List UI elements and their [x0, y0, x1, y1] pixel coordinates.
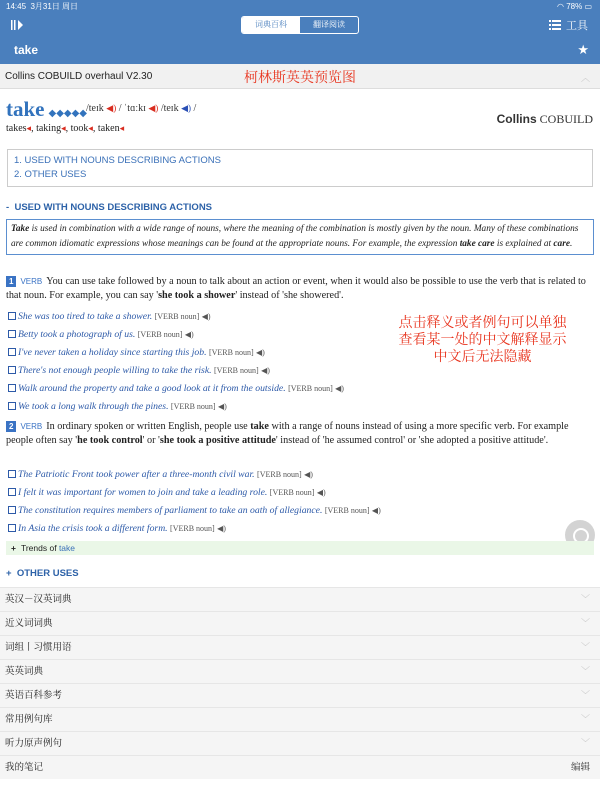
speaker-icon: ◀) — [304, 470, 313, 479]
sense-2[interactable]: 2 VERB In ordinary spoken or written English, people use take with a range of nouns instead of using a more specific verb. For example people often say 'he took control' or 'she took a positive attitude' instead of 'he assumed control' or 'she adopted a positive attitude'. — [6, 421, 569, 446]
speaker-icon: ◀) — [316, 488, 326, 497]
dict-row[interactable]: 听力原声例句 ﹀ — [0, 731, 600, 755]
tab-translate[interactable]: 翻译阅读 — [313, 20, 345, 29]
pron-alt: / ˈtɑːkɪ — [118, 103, 146, 114]
collins-cobuild-logo: Collins COBUILD — [496, 112, 593, 126]
chevron-up-icon[interactable]: ︿ — [580, 73, 590, 83]
form-takes[interactable]: takes — [6, 123, 27, 134]
trends-row[interactable]: + Trends of take — [6, 541, 594, 555]
example-sentence[interactable]: We took a long walk through the pines. [VERB noun] ◀) — [8, 401, 227, 412]
example-sentence[interactable]: There's not enough people willing to take the risk. [VERB noun] ◀) — [8, 365, 270, 376]
tools-label: 工具 — [566, 20, 588, 32]
word-forms: takes◂, taking◂, took◂, taken◂ — [6, 123, 125, 134]
collins-section-header[interactable] — [0, 64, 600, 89]
tools-button[interactable] — [549, 17, 588, 33]
battery-icon: ▭ — [584, 2, 592, 11]
wifi-icon: ◠ — [556, 2, 564, 11]
sense-number: 1 — [6, 276, 16, 287]
form-taken[interactable]: taken — [97, 123, 120, 134]
definition-box[interactable]: Take is used in combination with a wide range of nouns, where the meaning of the combination is mostly given by the noun. Many of these combinations are common idiomatic expressions whose meanings can be found at the appropriate nouns. For example, the expression take care is explained at care. — [6, 219, 594, 255]
section-heading-other-uses[interactable]: + OTHER USES — [6, 568, 79, 579]
plus-icon: + — [11, 543, 16, 553]
chevron-down-icon: ﹀ — [580, 738, 590, 748]
dict-row[interactable]: 词组丨习惯用语 ﹀ — [0, 635, 600, 659]
pronunciations — [86, 103, 196, 114]
chevron-down-icon: ﹀ — [580, 690, 590, 700]
example-sentence[interactable]: I felt it was important for women to join and take a leading role. [VERB noun] ◀) — [8, 487, 326, 498]
frequency-diamonds: ◆◆◆◆◆ — [48, 108, 87, 119]
battery-level: 78% — [566, 2, 583, 11]
tab-encyclopedia[interactable]: 词典百科 — [242, 17, 300, 33]
toc-item-2[interactable]: 2. OTHER USES — [14, 169, 87, 180]
my-notes-label: 我的笔记 — [5, 762, 44, 773]
annotation-note: 点击释义或者例句可以单独查看某一处的中文解释显示中文后无法隐藏 — [398, 314, 567, 364]
speaker-icon: ◀) — [256, 348, 265, 357]
annotation-preview: 柯林斯英英预览图 — [244, 69, 356, 85]
speaker-icon: ◀) — [201, 312, 211, 321]
speaker-icon: ◀) — [335, 384, 344, 393]
headword: take — [6, 97, 45, 121]
speaker-icon: ◀) — [371, 506, 381, 515]
example-sentence[interactable]: The Patriotic Front took power after a three-month civil war. [VERB noun] ◀) — [8, 469, 313, 480]
sense-number: 2 — [6, 421, 16, 432]
speaker-icon: ◀) — [184, 330, 194, 339]
status-date: 3月31日 周日 — [30, 2, 79, 11]
example-sentence[interactable]: Betty took a photograph of us. [VERB noun] ◀) — [8, 329, 194, 340]
headword-block — [6, 97, 87, 122]
mode-segmented-control — [241, 16, 359, 34]
speaker-icon[interactable]: ◀) — [148, 103, 159, 113]
collins-section-title: Collins COBUILD overhaul V2.30 — [5, 71, 153, 82]
favorite-star-icon[interactable]: ★ — [577, 42, 589, 57]
status-time: 14:45 — [6, 2, 27, 11]
dictionary-list — [0, 587, 600, 779]
sense-1[interactable]: 1 VERB You can use take followed by a noun to talk about an action or event, when it would also be possible to use the verb that is related to that noun. For example, you can say 'she took a shower' instead of 'she showered'. — [6, 276, 586, 301]
pron-uk: /teɪk — [86, 103, 104, 114]
toc-item-1[interactable]: 1. USED WITH NOUNS DESCRIBING ACTIONS — [14, 155, 221, 166]
example-sentence[interactable]: Walk around the property and take a good look at it from the outside. [VERB noun] ◀) — [8, 383, 344, 394]
speaker-icon: ◀) — [217, 524, 226, 533]
top-bar — [0, 13, 600, 38]
chevron-down-icon: ﹀ — [580, 714, 590, 724]
status-bar — [0, 0, 600, 13]
speaker-icon: ◀) — [218, 402, 227, 411]
speaker-icon[interactable]: ◂ — [88, 123, 93, 133]
dict-row[interactable]: 常用例句库 ﹀ — [0, 707, 600, 731]
form-taking[interactable]: taking — [36, 123, 62, 134]
speaker-icon[interactable]: ◀) — [181, 103, 192, 113]
table-of-contents — [7, 149, 593, 187]
word-bar — [0, 38, 600, 64]
chevron-down-icon: ﹀ — [580, 594, 590, 604]
chevron-down-icon: ﹀ — [580, 618, 590, 628]
pron-us: /teɪk — [160, 103, 179, 114]
speaker-icon[interactable]: ◂ — [26, 123, 32, 133]
my-notes-row[interactable] — [0, 755, 600, 779]
speaker-icon: ◀) — [261, 366, 270, 375]
part-of-speech: VERB — [20, 277, 43, 286]
list-icon — [549, 20, 561, 30]
dict-row[interactable]: 英语百科参考 ﹀ — [0, 683, 600, 707]
example-sentence[interactable]: She was too tired to take a shower. [VERB noun] ◀) — [8, 311, 211, 322]
part-of-speech: VERB — [20, 422, 43, 431]
speaker-icon[interactable]: ◂ — [119, 123, 125, 133]
speaker-icon[interactable]: ◂ — [61, 123, 66, 133]
chevron-down-icon: ﹀ — [580, 666, 590, 676]
section-heading-1[interactable]: - USED WITH NOUNS DESCRIBING ACTIONS — [6, 202, 213, 213]
edit-notes-button[interactable]: 编辑 — [570, 762, 590, 773]
chevron-down-icon: ﹀ — [580, 642, 590, 652]
example-sentence[interactable]: The constitution requires members of parliament to take an oath of allegiance. [VERB noun] ◀) — [8, 505, 381, 516]
pron-end: / — [193, 103, 197, 114]
dict-row[interactable]: 英汉－汉英词典 ﹀ — [0, 587, 600, 611]
form-took[interactable]: took — [70, 123, 89, 134]
dict-row[interactable]: 近义词词典 ﹀ — [0, 611, 600, 635]
example-sentence[interactable]: In Asia the crisis took a different form. [VERB noun] ◀) — [8, 523, 226, 534]
speaker-icon[interactable]: ◀) — [106, 103, 117, 113]
dict-row[interactable]: 英英词典 ﹀ — [0, 659, 600, 683]
sidebar-toggle-icon[interactable] — [10, 18, 24, 32]
example-sentence[interactable]: I've never taken a holiday since starting this job. [VERB noun] ◀) — [8, 347, 265, 358]
current-word: take — [14, 43, 39, 57]
